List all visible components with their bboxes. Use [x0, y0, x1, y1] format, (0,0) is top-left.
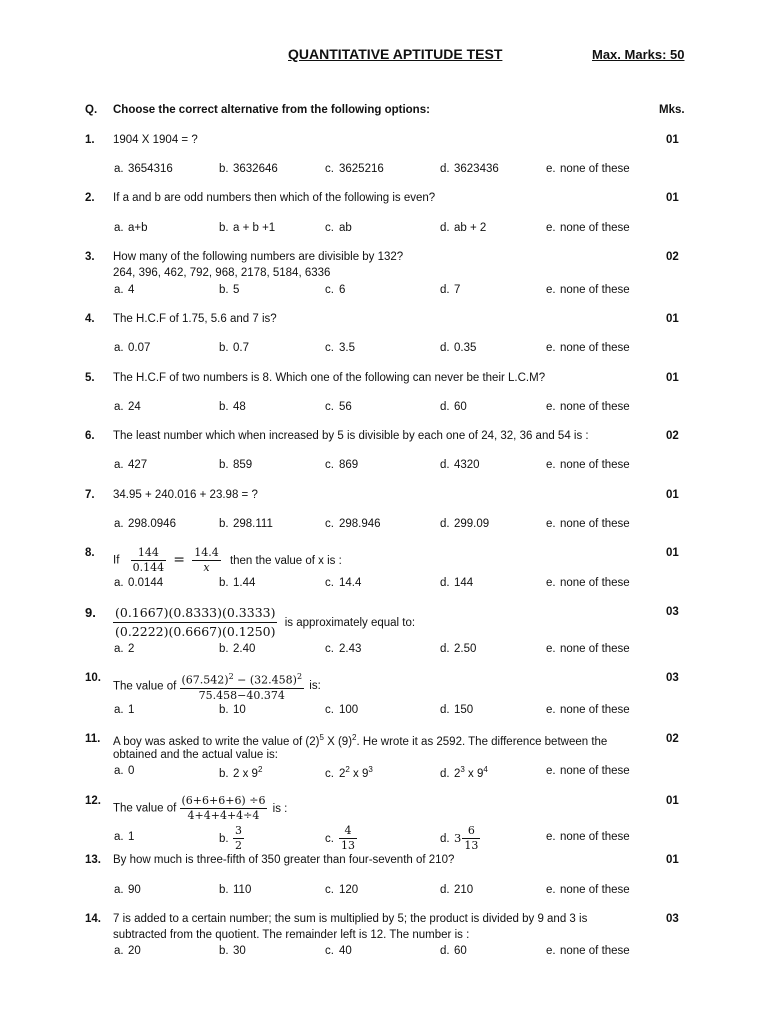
option-a[interactable]: a. 24 — [114, 401, 141, 413]
question-marks: 01 — [666, 489, 679, 501]
fraction: $\frac{3}{2}$ — [235, 824, 242, 852]
question-number: 2. — [85, 192, 95, 204]
question-text: 1904 X 1904 = ? — [113, 134, 198, 146]
question-marks: 02 — [666, 251, 679, 263]
question-number: 1. — [85, 134, 95, 146]
option-a[interactable]: a. 0 — [114, 765, 135, 777]
option-c[interactable]: c. $2^2$ x $9^3$ — [325, 765, 373, 780]
option-a[interactable]: a. 0.07 — [114, 342, 151, 354]
fraction: $\frac{6}{13}$ — [464, 824, 479, 852]
question-number: 10. — [85, 672, 101, 684]
question-text-line2: 264, 396, 462, 792, 968, 2178, 5184, 6336 — [113, 267, 331, 279]
option-c[interactable]: c. 2.43 — [325, 643, 362, 655]
question-marks: 01 — [666, 795, 679, 807]
option-e[interactable]: e. none of these — [546, 222, 630, 234]
option-d[interactable]: d. 150 — [440, 704, 474, 716]
question-text: A boy was asked to write the value of $(2)^5$ X $(9)^2$. He wrote it as 2592. The difference between the — [113, 733, 608, 748]
column-q-label: Q. — [85, 104, 98, 116]
option-b[interactable]: b. 0.7 — [219, 342, 249, 354]
question-equation: $\frac{(0.1667)(0.8333)(0.3333)}{(0.2222)(0.6667)(0.1250)}$ is approximately equal to: — [115, 605, 416, 639]
option-e[interactable]: e. none of these — [546, 459, 630, 471]
question-number: 13. — [85, 854, 101, 866]
option-e[interactable]: e. none of these — [546, 831, 630, 843]
option-d[interactable]: d. 4320 — [440, 459, 480, 471]
option-e[interactable]: e. none of these — [546, 577, 630, 589]
option-e[interactable]: e. none of these — [546, 518, 630, 530]
question-number: 4. — [85, 313, 95, 325]
option-a[interactable]: a. 20 — [114, 945, 141, 957]
option-d[interactable]: d. 60 — [440, 945, 467, 957]
question-text: How many of the following numbers are divisible by 132? — [113, 251, 404, 263]
option-c[interactable]: c. 40 — [325, 945, 352, 957]
option-c[interactable]: c. 869 — [325, 459, 359, 471]
option-b[interactable]: b. 110 — [219, 884, 252, 896]
option-a[interactable]: a. 1 — [114, 704, 135, 716]
test-title: QUANTITATIVE APTITUDE TEST — [288, 46, 503, 62]
question-marks: 01 — [666, 854, 679, 866]
question-marks: 03 — [666, 913, 679, 925]
option-b[interactable]: b. 2.40 — [219, 643, 256, 655]
question-text-line2: subtracted from the quotient. The remainder left is 12. The number is : — [113, 929, 470, 941]
option-c[interactable]: c. 56 — [325, 401, 352, 413]
option-e[interactable]: e. none of these — [546, 704, 630, 716]
question-equation: The value of $\frac{(67.542)^2 - (32.458)^2}{75.458-40.374}$ is: — [113, 672, 321, 702]
option-d[interactable]: d. 3 $\frac{6}{13}$ — [440, 824, 479, 852]
option-c[interactable]: c. ab — [325, 222, 352, 234]
option-a[interactable]: a. 0.0144 — [114, 577, 164, 589]
fraction: $\frac{(6+6+6+6) \div 6}{4+4+4+4\div 4}$ — [181, 794, 266, 822]
option-e[interactable]: e. none of these — [546, 342, 630, 354]
option-b[interactable]: b. 2 x $9^2$ — [219, 765, 263, 780]
question-number: 14. — [85, 913, 101, 925]
option-c[interactable]: c. 6 — [325, 284, 346, 296]
option-c[interactable]: c. 120 — [325, 884, 359, 896]
option-e[interactable]: e. none of these — [546, 945, 630, 957]
option-a[interactable]: a. 1 — [114, 831, 135, 843]
fraction: $\frac{144}{0.144}$ — [132, 546, 165, 574]
option-c[interactable]: c. 100 — [325, 704, 359, 716]
option-e[interactable]: e. none of these — [546, 401, 630, 413]
fraction: $\frac{4}{13}$ — [341, 824, 355, 852]
option-b[interactable]: b. $\frac{3}{2}$ — [219, 824, 242, 852]
question-marks: 01 — [666, 313, 679, 325]
option-b[interactable]: b. 10 — [219, 704, 246, 716]
option-b[interactable]: b. 5 — [219, 284, 240, 296]
question-marks: 01 — [666, 547, 679, 559]
option-d[interactable]: d. 210 — [440, 884, 474, 896]
question-number: 11. — [85, 733, 101, 745]
option-d[interactable]: d. 144 — [440, 577, 474, 589]
option-d[interactable]: d. ab + 2 — [440, 222, 487, 234]
question-text: The H.C.F of 1.75, 5.6 and 7 is? — [113, 313, 277, 325]
option-b[interactable]: b. a + b +1 — [219, 222, 276, 234]
option-e[interactable]: e. none of these — [546, 884, 630, 896]
question-equation: The value of $\frac{(6+6+6+6) \div 6}{4+4+4+4\div 4}$ is : — [113, 794, 288, 822]
column-marks-label: Mks. — [659, 104, 685, 116]
option-a[interactable]: a. 3654316 — [114, 163, 173, 175]
option-a[interactable]: a. 427 — [114, 459, 148, 471]
question-text: 34.95 + 240.016 + 23.98 = ? — [113, 489, 258, 501]
option-d[interactable]: d. 3623436 — [440, 163, 499, 175]
question-number: 7. — [85, 489, 95, 501]
question-number: 6. — [85, 430, 95, 442]
question-text: The least number which when increased by 5 is divisible by each one of 24, 32, 36 and 54 is : — [113, 430, 589, 442]
question-marks: 01 — [666, 134, 679, 146]
question-number: 12. — [85, 795, 101, 807]
option-a[interactable]: a. 4 — [114, 284, 135, 296]
question-marks: 03 — [666, 606, 679, 618]
option-b[interactable]: b. 298.111 — [219, 518, 273, 530]
question-number: 8. — [85, 547, 95, 559]
question-number: 3. — [85, 251, 95, 263]
option-d[interactable]: d. 60 — [440, 401, 467, 413]
option-b[interactable]: b. 48 — [219, 401, 246, 413]
option-b[interactable]: b. 1.44 — [219, 577, 256, 589]
question-number: 9. — [85, 605, 96, 620]
question-text: The H.C.F of two numbers is 8. Which one of the following can never be their L.C.M? — [113, 372, 546, 384]
question-text: By how much is three-fifth of 350 greater than four-seventh of 210? — [113, 854, 455, 866]
option-e[interactable]: e. none of these — [546, 284, 630, 296]
option-d[interactable]: d. $2^3$ x $9^4$ — [440, 765, 488, 780]
option-c[interactable]: c. 14.4 — [325, 577, 362, 589]
option-a[interactable]: a. 90 — [114, 884, 141, 896]
option-d[interactable]: d. 0.35 — [440, 342, 477, 354]
fraction: $\frac{(67.542)^2 - (32.458)^2}{75.458-40.374}$ — [181, 672, 303, 702]
option-b[interactable]: b. 30 — [219, 945, 246, 957]
question-marks: 02 — [666, 430, 679, 442]
fraction: $\frac{14.4}{x}$ — [194, 546, 219, 574]
question-text: If a and b are odd numbers then which of the following is even? — [113, 192, 436, 204]
question-number: 5. — [85, 372, 95, 384]
option-c[interactable]: c. 3625216 — [325, 163, 384, 175]
option-e[interactable]: e. none of these — [546, 163, 630, 175]
option-b[interactable]: b. 3632646 — [219, 163, 278, 175]
question-marks: 03 — [666, 672, 679, 684]
question-marks: 02 — [666, 733, 679, 745]
option-c[interactable]: c. $\frac{4}{13}$ — [325, 824, 355, 852]
instruction-text: Choose the correct alternative from the following options: — [113, 104, 430, 116]
option-e[interactable]: e. none of these — [546, 643, 630, 655]
question-text-line2: obtained and the actual value is: — [113, 749, 278, 761]
question-marks: 01 — [666, 372, 679, 384]
option-b[interactable]: b. 859 — [219, 459, 253, 471]
option-d[interactable]: d. 7 — [440, 284, 461, 296]
option-e[interactable]: e. none of these — [546, 765, 630, 777]
option-d[interactable]: d. 299.09 — [440, 518, 490, 530]
option-a[interactable]: a. 298.0946 — [114, 518, 176, 530]
question-equation: If $\frac{144}{0.144}$ = $\frac{14.4}{x}$ then the value of x is : — [113, 546, 342, 574]
question-marks: 01 — [666, 192, 679, 204]
option-a[interactable]: a. a+b — [114, 222, 148, 234]
option-c[interactable]: c. 3.5 — [325, 342, 355, 354]
option-d[interactable]: d. 2.50 — [440, 643, 477, 655]
question-text: 7 is added to a certain number; the sum is multiplied by 5; the product is divided by 9 and 3 is — [113, 913, 588, 925]
fraction: $\frac{(0.1667)(0.8333)(0.3333)}{(0.2222)(0.6667)(0.1250)}$ — [115, 605, 276, 639]
max-marks: Max. Marks: 50 — [592, 47, 685, 62]
option-a[interactable]: a. 2 — [114, 643, 135, 655]
option-c[interactable]: c. 298.946 — [325, 518, 381, 530]
